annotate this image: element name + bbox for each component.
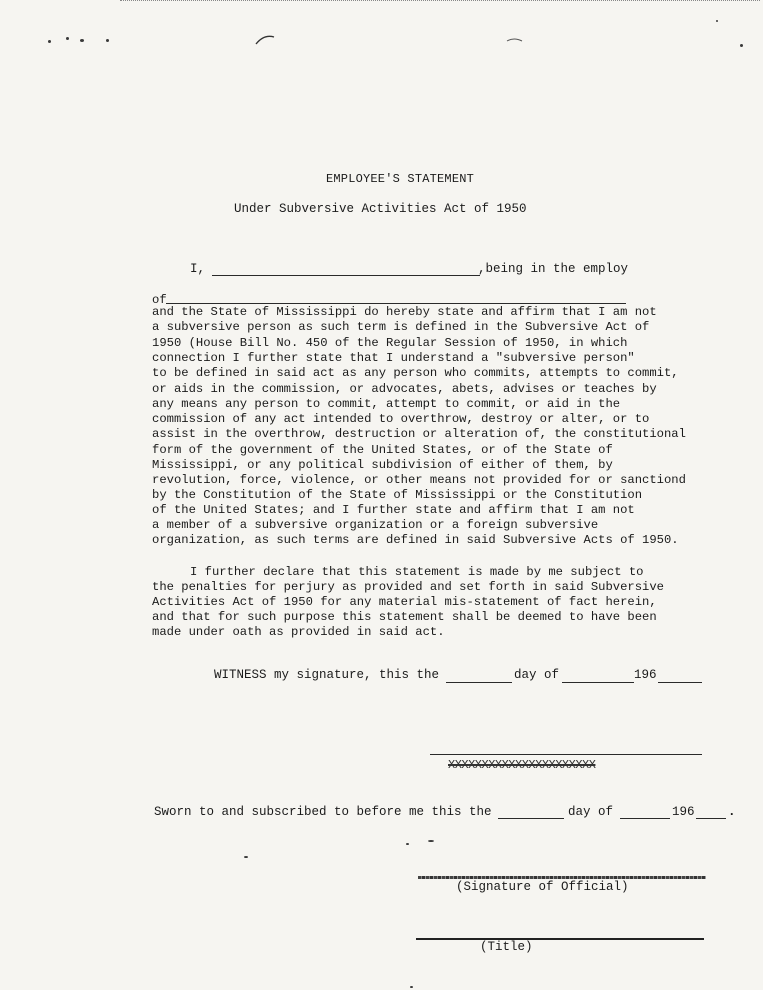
witness-prefix: WITNESS my signature, this the (214, 668, 440, 682)
scan-speck (410, 986, 413, 988)
scan-speck (406, 843, 409, 845)
employee-signature-line[interactable] (430, 754, 702, 755)
text-line: form of the government of the United States, or of the State of (152, 443, 613, 457)
text-line: connection I further state that I understand a "subversive person" (152, 351, 635, 365)
text-line: and that for such purpose this statement shall be deemed to have been (152, 610, 657, 624)
witness-year-field[interactable] (658, 682, 702, 683)
struck-signature-text: XXXXXXXXXXXXXXXXXXXXXX (448, 758, 596, 772)
signature-official-label: (Signature of Official) (456, 880, 629, 894)
sworn-day-field[interactable] (498, 818, 564, 819)
text-line: a subversive person as such term is defined in the Subversive Act of (152, 320, 650, 334)
witness-year-prefix: 196 (634, 668, 657, 682)
sworn-prefix: Sworn to and subscribed to before me this the (154, 805, 492, 819)
text-line: organization, as such terms are defined in said Subversive Acts of 1950. (152, 533, 679, 547)
document-subtitle: Under Subversive Activities Act of 1950 (234, 202, 527, 216)
witness-day-label: day of (514, 668, 560, 682)
sworn-year-prefix: 196 (672, 805, 695, 819)
text-line: a member of a subversive organization or a foreign subversive (152, 518, 599, 532)
text-line: made under oath as provided in said act. (152, 625, 445, 639)
text-line: I further declare that this statement is made by me subject to (190, 565, 644, 579)
text-line: by the Constitution of the State of Mississippi or the Constitution (152, 488, 643, 502)
text-line: of the United States; and I further state and affirm that I am not (152, 503, 635, 517)
scan-speck (740, 44, 743, 47)
text-line: or aids in the commission, or advocates, abets, advises or teaches by (152, 382, 657, 396)
scan-arc-mark (506, 36, 524, 44)
text-line: assist in the overthrow, destruction or alteration of, the constitutional (152, 427, 686, 441)
text-line: any means any person to commit, attempt to commit, or aid in the (152, 397, 621, 411)
employer-field[interactable] (166, 303, 626, 304)
sworn-year-field[interactable] (696, 818, 726, 819)
witness-day-field[interactable] (446, 682, 512, 683)
text-line: Activities Act of 1950 for any material mis-statement of fact herein, (152, 595, 657, 609)
official-signature-line[interactable] (418, 876, 706, 879)
scan-speck (106, 39, 109, 42)
text-line: and the State of Mississippi do hereby state and affirm that I am not (152, 305, 657, 319)
sworn-end: . (728, 805, 736, 819)
text-line: Mississippi, or any political subdivision of either of them, by (152, 458, 613, 472)
text-line: to be defined in said act as any person who commits, attempts to commit, (152, 366, 679, 380)
sworn-day-label: day of (568, 805, 614, 819)
text-line: commission of any act intended to overthrow, destroy or alter, or to (152, 412, 650, 426)
sworn-month-field[interactable] (620, 818, 670, 819)
title-label: (Title) (480, 940, 533, 954)
scan-speck (716, 20, 718, 22)
text-line: revolution, force, violence, or other means not provided for or sanctiond (152, 473, 686, 487)
scan-speck (428, 840, 434, 842)
witness-month-field[interactable] (562, 682, 634, 683)
scan-speck (66, 37, 69, 40)
text-line: the penalties for perjury as provided and set forth in said Subversive (152, 580, 664, 594)
text-line: 1950 (House Bill No. 450 of the Regular Session of 1950, in which (152, 336, 628, 350)
scan-speck (244, 856, 248, 858)
scan-speck (48, 40, 51, 43)
intro-prefix: I, (190, 262, 206, 276)
top-edge-mark (120, 0, 760, 1)
scan-speck (80, 39, 84, 42)
employee-name-field[interactable] (212, 275, 480, 276)
of-label: of (152, 293, 167, 307)
scan-arc-mark (254, 34, 276, 46)
intro-suffix: ,being in the employ (478, 262, 629, 276)
official-title-line[interactable] (416, 938, 704, 940)
document-title: EMPLOYEE'S STATEMENT (326, 172, 475, 186)
